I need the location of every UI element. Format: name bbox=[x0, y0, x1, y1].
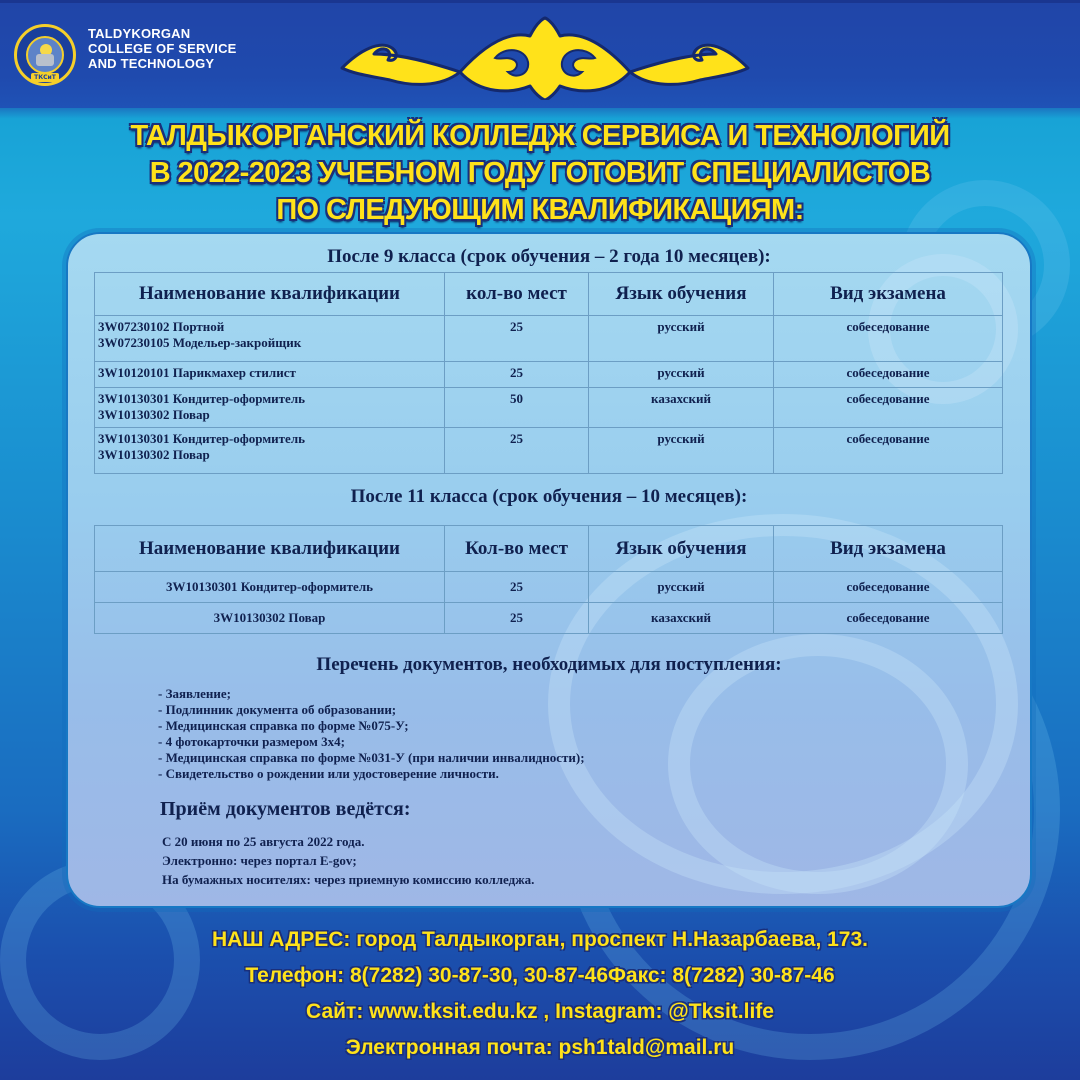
qualification-cell bbox=[95, 388, 445, 428]
language-cell: казахский bbox=[589, 388, 774, 428]
table-row bbox=[95, 603, 1003, 634]
exam-cell: собеседование bbox=[774, 572, 1003, 603]
gear-icon bbox=[36, 54, 54, 66]
seats-cell: 50 bbox=[445, 388, 589, 428]
address-line: НАШ АДРЕС: город Талдыкорган, проспект Н.Назарбаева, 173. bbox=[212, 928, 868, 951]
list-item: - Медицинская справка по форме №075-У; bbox=[158, 718, 409, 733]
headline bbox=[20, 118, 1060, 229]
column-header: Язык обучения bbox=[589, 526, 774, 572]
exam-cell: собеседование bbox=[774, 428, 1003, 474]
seats-cell: 25 bbox=[445, 362, 589, 388]
acceptance-list bbox=[162, 832, 862, 889]
column-header: Наименование квалификации bbox=[95, 273, 445, 316]
headline-line: В 2022-2023 УЧЕБНОМ ГОДУ ГОТОВИТ СПЕЦИАЛИСТОВ bbox=[149, 157, 931, 189]
exam-cell: собеседование bbox=[774, 388, 1003, 428]
qualification-cell: 3W10130301 Кондитер-оформитель bbox=[95, 572, 445, 603]
qualification-line: 3W10130301 Кондитер-оформитель bbox=[98, 431, 305, 446]
list-item: Электронно: через портал E-gov; bbox=[162, 853, 357, 868]
table-row bbox=[95, 362, 1003, 388]
website-line[interactable]: Сайт: www.tksit.edu.kz , Instagram: @Tksit.life bbox=[306, 1000, 774, 1023]
seats-cell: 25 bbox=[445, 572, 589, 603]
qualification-line: 3W10130302 Повар bbox=[98, 447, 210, 462]
column-header: Наименование квалификации bbox=[95, 526, 445, 572]
after9-title: После 9 класса (срок обучения – 2 года 10 месяцев): bbox=[327, 246, 771, 267]
list-item: На бумажных носителях: через приемную комиссию колледжа. bbox=[162, 872, 535, 887]
seats-cell: 25 bbox=[445, 316, 589, 362]
qualification-line: 3W07230102 Портной bbox=[98, 319, 225, 334]
qualification-line: 3W10130301 Кондитер-оформитель bbox=[98, 391, 305, 406]
column-header: кол-во мест bbox=[445, 273, 589, 316]
qualification-line: 3W07230105 Модельер-закройщик bbox=[98, 335, 302, 350]
column-header: Кол-во мест bbox=[445, 526, 589, 572]
language-cell: русский bbox=[589, 316, 774, 362]
qualification-line: 3W10130302 Повар bbox=[98, 407, 210, 422]
language-cell: русский bbox=[589, 362, 774, 388]
qualification-line: 3W10120101 Парикмахер стилист bbox=[98, 365, 296, 380]
qualification-cell bbox=[95, 362, 445, 388]
college-name bbox=[88, 26, 237, 71]
emblem-tag: ТКСиТ bbox=[31, 73, 59, 82]
column-header: Вид экзамена bbox=[774, 273, 1003, 316]
info-panel bbox=[66, 232, 1032, 908]
list-item: - Свидетельство о рождении или удостоверение личности. bbox=[158, 766, 499, 781]
table-row bbox=[95, 572, 1003, 603]
college-name-line: AND TECHNOLOGY bbox=[88, 56, 215, 71]
seats-cell: 25 bbox=[445, 603, 589, 634]
headline-line: ТАЛДЫКОРГАНСКИЙ КОЛЛЕДЖ СЕРВИСА И ТЕХНОЛОГИЙ bbox=[130, 120, 950, 152]
table-row bbox=[95, 316, 1003, 362]
list-item: С 20 июня по 25 августа 2022 года. bbox=[162, 834, 365, 849]
language-cell: русский bbox=[589, 428, 774, 474]
exam-cell: собеседование bbox=[774, 603, 1003, 634]
documents-list bbox=[158, 686, 858, 782]
exam-cell: собеседование bbox=[774, 316, 1003, 362]
table-header-row bbox=[95, 526, 1003, 572]
qualification-cell bbox=[95, 316, 445, 362]
column-header: Вид экзамена bbox=[774, 526, 1003, 572]
language-cell: русский bbox=[589, 572, 774, 603]
table-header-row bbox=[95, 273, 1003, 316]
college-name-line: COLLEGE OF SERVICE bbox=[88, 41, 237, 56]
list-item: - Подлинник документа об образовании; bbox=[158, 702, 397, 717]
after11-table bbox=[94, 525, 1003, 634]
table-row bbox=[95, 428, 1003, 474]
college-name-line: TALDYKORGAN bbox=[88, 26, 191, 41]
after11-title: После 11 класса (срок обучения – 10 месяцев): bbox=[350, 486, 748, 507]
seats-cell: 25 bbox=[445, 428, 589, 474]
contact-footer bbox=[20, 922, 1060, 1066]
language-cell: казахский bbox=[589, 603, 774, 634]
column-header: Язык обучения bbox=[589, 273, 774, 316]
acceptance-title: Приём документов ведётся: bbox=[160, 798, 411, 820]
email-line[interactable]: Электронная почта: psh1tald@mail.ru bbox=[345, 1036, 735, 1059]
qualification-cell bbox=[95, 428, 445, 474]
exam-cell: собеседование bbox=[774, 362, 1003, 388]
headline-line: ПО СЛЕДУЮЩИМ КВАЛИФИКАЦИЯМ: bbox=[276, 194, 804, 226]
qualification-cell: 3W10130302 Повар bbox=[95, 603, 445, 634]
list-item: - Медицинская справка по форме №031-У (при наличии инвалидности); bbox=[158, 750, 585, 765]
emblem-center bbox=[26, 36, 64, 74]
kazakh-ornament-icon bbox=[330, 10, 760, 100]
college-emblem-icon bbox=[14, 24, 76, 86]
phone-line: Телефон: 8(7282) 30-87-30, 30-87-46Факс: 8(7282) 30-87-46 bbox=[245, 964, 835, 987]
list-item: - Заявление; bbox=[158, 686, 231, 701]
after9-table bbox=[94, 272, 1003, 474]
list-item: - 4 фотокарточки размером 3х4; bbox=[158, 734, 345, 749]
table-row bbox=[95, 388, 1003, 428]
documents-title: Перечень документов, необходимых для поступления: bbox=[316, 654, 782, 675]
